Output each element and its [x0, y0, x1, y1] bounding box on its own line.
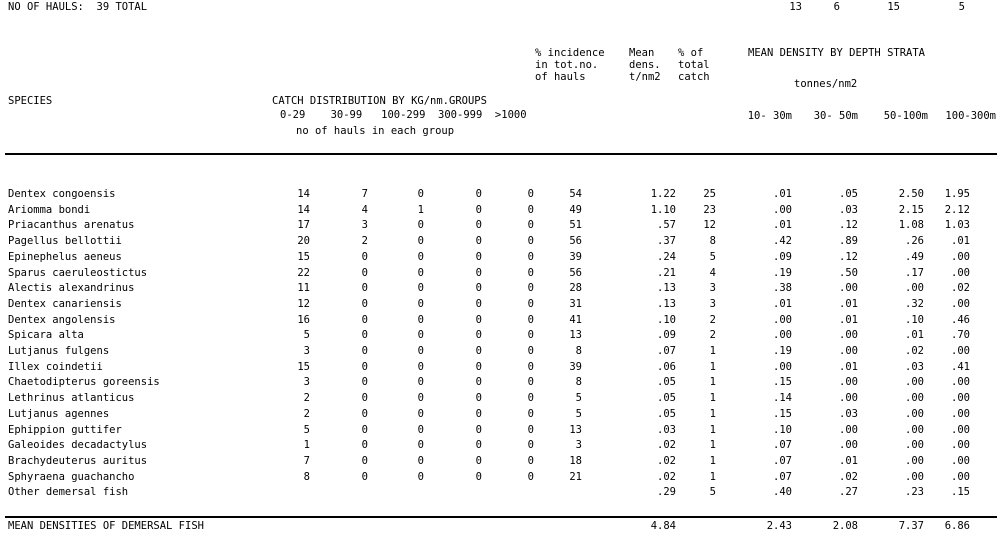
density-100-300m: .00	[951, 470, 970, 483]
catch-over-1000: 0	[527, 188, 534, 200]
catch-100-299: 0	[417, 235, 424, 248]
catch-over-1000: 0	[527, 470, 534, 483]
density-10-30m: .07	[773, 470, 792, 483]
catch-300-999: 0	[475, 266, 482, 279]
catch-300-999: 0	[475, 297, 482, 310]
footer-rule	[5, 516, 997, 518]
catch-0-29: 11	[297, 282, 310, 295]
density-50-100m: .00	[905, 470, 924, 483]
catch-100-299: 0	[417, 407, 424, 420]
density-10-30m: .15	[773, 407, 792, 420]
species-name: Alectis alexandrinus	[8, 282, 135, 295]
density-10-30m: .01	[773, 297, 792, 310]
pct-total-catch: 25	[703, 188, 716, 200]
mean-density: .02	[657, 439, 676, 452]
incidence-pct: 54	[569, 188, 582, 200]
catch-30-99: 0	[361, 376, 368, 389]
density-100-300m: .15	[951, 486, 970, 499]
density-30-50m: .00	[839, 392, 858, 405]
pct-total-catch: 1	[709, 360, 716, 373]
catch-30-99: 0	[361, 407, 368, 420]
density-30-50m: .01	[839, 360, 858, 373]
depth-stratum-4: 100-300m	[945, 110, 996, 122]
footer-density-2: 2.08	[832, 520, 858, 532]
catch-over-1000: 0	[527, 392, 534, 405]
catch-30-99: 0	[361, 360, 368, 373]
species-name: Priacanthus arenatus	[8, 219, 135, 232]
mean-dens-header: Mean dens. t/nm2	[629, 47, 661, 83]
header-rule	[5, 153, 997, 155]
density-50-100m: .03	[905, 360, 924, 373]
density-30-50m: .50	[839, 266, 858, 279]
incidence-pct: 13	[569, 329, 582, 342]
depth-strata-title: MEAN DENSITY BY DEPTH STRATA	[748, 47, 926, 59]
footer-density-1: 2.43	[766, 520, 792, 532]
mean-density: 1.22	[650, 188, 676, 200]
catch-100-299: 0	[417, 423, 424, 436]
mean-density: .05	[657, 407, 676, 420]
mean-density: .37	[657, 235, 676, 248]
catch-300-999: 0	[475, 345, 482, 357]
pct-total-catch: 1	[709, 345, 716, 357]
density-50-100m: .00	[905, 392, 924, 405]
density-50-100m: .00	[905, 439, 924, 452]
pct-total-header: % of total catch	[678, 47, 710, 83]
depth-unit: tonnes/nm2	[794, 78, 858, 90]
density-30-50m: .01	[839, 454, 858, 467]
density-100-300m: .00	[951, 345, 970, 357]
mean-density: .57	[657, 219, 676, 232]
density-50-100m: .32	[905, 297, 924, 310]
mean-density: .05	[657, 376, 676, 389]
density-100-300m: .46	[951, 313, 970, 326]
catch-100-299: 0	[417, 297, 424, 310]
strata-hauls-3: 15	[887, 1, 900, 13]
catch-100-299: 0	[417, 376, 424, 389]
catch-30-99: 4	[361, 203, 368, 216]
incidence-pct: 8	[575, 345, 582, 357]
density-100-300m: 2.12	[944, 203, 970, 216]
catch-over-1000: 0	[527, 376, 534, 389]
density-30-50m: .00	[839, 282, 858, 295]
incidence-pct: 31	[569, 297, 582, 310]
catch-groups-header: 0-29 30-99 100-299 300-999 >1000	[280, 109, 527, 121]
pct-total-catch: 5	[709, 250, 716, 263]
density-100-300m: .00	[951, 266, 970, 279]
incidence-pct: 56	[569, 266, 582, 279]
pct-total-catch: 2	[709, 329, 716, 342]
pct-total-catch: 1	[709, 439, 716, 452]
catch-0-29: 2	[303, 407, 310, 420]
depth-stratum-3: 50-100m	[883, 110, 928, 122]
density-10-30m: .09	[773, 250, 792, 263]
catch-0-29: 3	[303, 345, 310, 357]
catch-30-99: 2	[361, 235, 368, 248]
pct-total-catch: 1	[709, 470, 716, 483]
catch-100-299: 0	[417, 439, 424, 452]
catch-0-29: 16	[297, 313, 310, 326]
density-10-30m: .42	[773, 235, 792, 248]
catch-over-1000: 0	[527, 454, 534, 467]
catch-300-999: 0	[475, 360, 482, 373]
density-30-50m: .01	[839, 297, 858, 310]
catch-100-299: 0	[417, 454, 424, 467]
species-name: Brachydeuterus auritus	[8, 454, 148, 467]
species-name: Lutjanus agennes	[8, 407, 110, 420]
incidence-pct: 5	[575, 392, 582, 405]
mean-density: .13	[657, 297, 676, 310]
catch-100-299: 0	[417, 313, 424, 326]
mean-density: .06	[657, 360, 676, 373]
species-name: Dentex angolensis	[8, 313, 116, 326]
catch-300-999: 0	[475, 407, 482, 420]
catch-over-1000: 0	[527, 439, 534, 452]
catch-0-29: 5	[303, 423, 310, 436]
catch-300-999: 0	[475, 392, 482, 405]
density-30-50m: .12	[839, 219, 858, 232]
footer-mean-dens: 4.84	[650, 520, 676, 532]
no-of-hauls-label: NO OF HAULS: 39 TOTAL	[8, 1, 148, 13]
incidence-pct: 13	[569, 423, 582, 436]
catch-300-999: 0	[475, 423, 482, 436]
species-header: SPECIES	[8, 95, 53, 107]
density-100-300m: .00	[951, 407, 970, 420]
mean-density: .10	[657, 313, 676, 326]
catch-100-299: 0	[417, 392, 424, 405]
catch-100-299: 0	[417, 219, 424, 232]
pct-total-catch: 1	[709, 392, 716, 405]
incidence-pct: 18	[569, 454, 582, 467]
catch-0-29: 2	[303, 392, 310, 405]
mean-density: .13	[657, 282, 676, 295]
catch-300-999: 0	[475, 282, 482, 295]
mean-density: .29	[657, 486, 676, 499]
depth-stratum-2: 30- 50m	[813, 110, 858, 122]
density-50-100m: .02	[905, 345, 924, 357]
catch-100-299: 0	[417, 470, 424, 483]
pct-total-catch: 4	[709, 266, 716, 279]
catch-30-99: 0	[361, 454, 368, 467]
incidence-header: % incidence in tot.no. of hauls	[535, 47, 605, 83]
catch-300-999: 0	[475, 329, 482, 342]
density-10-30m: .00	[773, 329, 792, 342]
density-10-30m: .00	[773, 203, 792, 216]
catch-100-299: 0	[417, 360, 424, 373]
footer-density-4: 6.86	[944, 520, 970, 532]
catch-over-1000: 0	[527, 282, 534, 295]
pct-total-catch: 23	[703, 203, 716, 216]
catch-300-999: 0	[475, 313, 482, 326]
species-name: Spicara alta	[8, 329, 84, 342]
catch-300-999: 0	[475, 203, 482, 216]
pct-total-catch: 1	[709, 376, 716, 389]
density-100-300m: .00	[951, 423, 970, 436]
species-name: Galeoides decadactylus	[8, 439, 148, 452]
species-name: Dentex canariensis	[8, 297, 122, 310]
pct-total-catch: 3	[709, 297, 716, 310]
density-100-300m: .02	[951, 282, 970, 295]
species-name: Illex coindetii	[8, 360, 103, 373]
species-name: Ephippion guttifer	[8, 423, 122, 436]
density-10-30m: .00	[773, 313, 792, 326]
incidence-pct: 21	[569, 470, 582, 483]
mean-density: 1.10	[650, 203, 676, 216]
density-10-30m: .14	[773, 392, 792, 405]
density-10-30m: .19	[773, 266, 792, 279]
catch-100-299: 0	[417, 266, 424, 279]
catch-0-29: 5	[303, 329, 310, 342]
catch-300-999: 0	[475, 188, 482, 200]
mean-density: .02	[657, 470, 676, 483]
catch-30-99: 0	[361, 423, 368, 436]
incidence-pct: 39	[569, 360, 582, 373]
catch-0-29: 7	[303, 454, 310, 467]
density-50-100m: .00	[905, 454, 924, 467]
mean-density: .03	[657, 423, 676, 436]
pct-total-catch: 1	[709, 454, 716, 467]
catch-30-99: 3	[361, 219, 368, 232]
density-10-30m: .10	[773, 423, 792, 436]
species-name: Lethrinus atlanticus	[8, 392, 135, 405]
species-name: Ariomma bondi	[8, 203, 91, 216]
catch-over-1000: 0	[527, 250, 534, 263]
mean-density: .21	[657, 266, 676, 279]
strata-hauls-1: 13	[789, 1, 802, 13]
density-30-50m: .12	[839, 250, 858, 263]
density-30-50m: .89	[839, 235, 858, 248]
catch-300-999: 0	[475, 376, 482, 389]
density-100-300m: .00	[951, 439, 970, 452]
catch-over-1000: 0	[527, 235, 534, 248]
footer-label: MEAN DENSITIES OF DEMERSAL FISH	[8, 520, 204, 532]
density-100-300m: .00	[951, 297, 970, 310]
density-30-50m: .03	[839, 407, 858, 420]
density-50-100m: .00	[905, 282, 924, 295]
catch-0-29: 3	[303, 376, 310, 389]
catch-300-999: 0	[475, 439, 482, 452]
catch-30-99: 7	[361, 188, 368, 200]
density-100-300m: .41	[951, 360, 970, 373]
density-50-100m: .00	[905, 423, 924, 436]
incidence-pct: 49	[569, 203, 582, 216]
incidence-pct: 41	[569, 313, 582, 326]
species-name: Lutjanus fulgens	[8, 345, 110, 357]
density-30-50m: .01	[839, 313, 858, 326]
mean-density: .24	[657, 250, 676, 263]
catch-0-29: 22	[297, 266, 310, 279]
incidence-pct: 8	[575, 376, 582, 389]
density-50-100m: 1.08	[898, 219, 924, 232]
catch-0-29: 8	[303, 470, 310, 483]
strata-hauls-4: 5	[958, 1, 965, 13]
density-100-300m: .70	[951, 329, 970, 342]
depth-stratum-1: 10- 30m	[747, 110, 792, 122]
density-30-50m: .02	[839, 470, 858, 483]
species-name: Sparus caeruleostictus	[8, 266, 148, 279]
catch-0-29: 14	[297, 203, 310, 216]
catch-30-99: 0	[361, 266, 368, 279]
catch-over-1000: 0	[527, 297, 534, 310]
density-10-30m: .01	[773, 188, 792, 200]
species-name: Sphyraena guachancho	[8, 470, 135, 483]
incidence-pct: 56	[569, 235, 582, 248]
density-100-300m: .00	[951, 376, 970, 389]
density-50-100m: .49	[905, 250, 924, 263]
catch-0-29: 1	[303, 439, 310, 452]
mean-density: .09	[657, 329, 676, 342]
density-50-100m: .01	[905, 329, 924, 342]
catch-30-99: 0	[361, 470, 368, 483]
density-30-50m: .00	[839, 345, 858, 357]
mean-density: .02	[657, 454, 676, 467]
density-30-50m: .05	[839, 188, 858, 200]
incidence-pct: 3	[575, 439, 582, 452]
catch-over-1000: 0	[527, 345, 534, 357]
species-name: Pagellus bellottii	[8, 235, 122, 248]
mean-density: .05	[657, 392, 676, 405]
pct-total-catch: 8	[709, 235, 716, 248]
catch-300-999: 0	[475, 235, 482, 248]
density-50-100m: 2.15	[898, 203, 924, 216]
catch-0-29: 15	[297, 360, 310, 373]
catch-300-999: 0	[475, 219, 482, 232]
catch-over-1000: 0	[527, 219, 534, 232]
density-100-300m: 1.95	[944, 188, 970, 200]
density-100-300m: .00	[951, 454, 970, 467]
catch-100-299: 1	[417, 203, 424, 216]
density-10-30m: .07	[773, 454, 792, 467]
density-100-300m: .00	[951, 392, 970, 405]
catch-300-999: 0	[475, 470, 482, 483]
density-50-100m: .10	[905, 313, 924, 326]
incidence-pct: 28	[569, 282, 582, 295]
footer-density-3: 7.37	[898, 520, 924, 532]
catch-30-99: 0	[361, 313, 368, 326]
density-10-30m: .38	[773, 282, 792, 295]
density-10-30m: .01	[773, 219, 792, 232]
catch-300-999: 0	[475, 454, 482, 467]
catch-100-299: 0	[417, 188, 424, 200]
density-50-100m: .23	[905, 486, 924, 499]
density-100-300m: .00	[951, 250, 970, 263]
species-name: Epinephelus aeneus	[8, 250, 122, 263]
catch-30-99: 0	[361, 392, 368, 405]
hauls-note: no of hauls in each group	[296, 125, 455, 137]
density-10-30m: .07	[773, 439, 792, 452]
species-name: Chaetodipterus goreensis	[8, 376, 160, 389]
catch-0-29: 20	[297, 235, 310, 248]
density-30-50m: .00	[839, 329, 858, 342]
catch-over-1000: 0	[527, 360, 534, 373]
incidence-pct: 39	[569, 250, 582, 263]
density-50-100m: .17	[905, 266, 924, 279]
catch-0-29: 17	[297, 219, 310, 232]
catch-over-1000: 0	[527, 329, 534, 342]
density-10-30m: .19	[773, 345, 792, 357]
density-10-30m: .40	[773, 486, 792, 499]
incidence-pct: 51	[569, 219, 582, 232]
incidence-pct: 5	[575, 407, 582, 420]
density-30-50m: .00	[839, 376, 858, 389]
density-100-300m: 1.03	[944, 219, 970, 232]
mean-density: .07	[657, 345, 676, 357]
catch-over-1000: 0	[527, 407, 534, 420]
catch-30-99: 0	[361, 329, 368, 342]
catch-0-29: 15	[297, 250, 310, 263]
catch-over-1000: 0	[527, 423, 534, 436]
catch-30-99: 0	[361, 439, 368, 452]
catch-30-99: 0	[361, 297, 368, 310]
density-100-300m: .01	[951, 235, 970, 248]
strata-hauls-2: 6	[833, 1, 840, 13]
catch-distribution-title: CATCH DISTRIBUTION BY KG/nm.GROUPS	[272, 95, 487, 107]
catch-100-299: 0	[417, 329, 424, 342]
catch-100-299: 0	[417, 282, 424, 295]
catch-over-1000: 0	[527, 203, 534, 216]
catch-100-299: 0	[417, 345, 424, 357]
density-50-100m: .00	[905, 376, 924, 389]
density-30-50m: .27	[839, 486, 858, 499]
density-30-50m: .00	[839, 439, 858, 452]
density-10-30m: .15	[773, 376, 792, 389]
pct-total-catch: 3	[709, 282, 716, 295]
density-50-100m: .00	[905, 407, 924, 420]
catch-100-299: 0	[417, 250, 424, 263]
catch-0-29: 14	[297, 188, 310, 200]
species-name: Dentex congoensis	[8, 188, 116, 200]
catch-over-1000: 0	[527, 266, 534, 279]
catch-30-99: 0	[361, 282, 368, 295]
catch-300-999: 0	[475, 250, 482, 263]
catch-30-99: 0	[361, 345, 368, 357]
pct-total-catch: 1	[709, 423, 716, 436]
pct-total-catch: 5	[709, 486, 716, 499]
density-50-100m: .26	[905, 235, 924, 248]
density-30-50m: .03	[839, 203, 858, 216]
density-10-30m: .00	[773, 360, 792, 373]
density-50-100m: 2.50	[898, 188, 924, 200]
density-30-50m: .00	[839, 423, 858, 436]
pct-total-catch: 12	[703, 219, 716, 232]
catch-0-29: 12	[297, 297, 310, 310]
pct-total-catch: 1	[709, 407, 716, 420]
catch-30-99: 0	[361, 250, 368, 263]
catch-over-1000: 0	[527, 313, 534, 326]
species-name: Other demersal fish	[8, 486, 129, 499]
pct-total-catch: 2	[709, 313, 716, 326]
